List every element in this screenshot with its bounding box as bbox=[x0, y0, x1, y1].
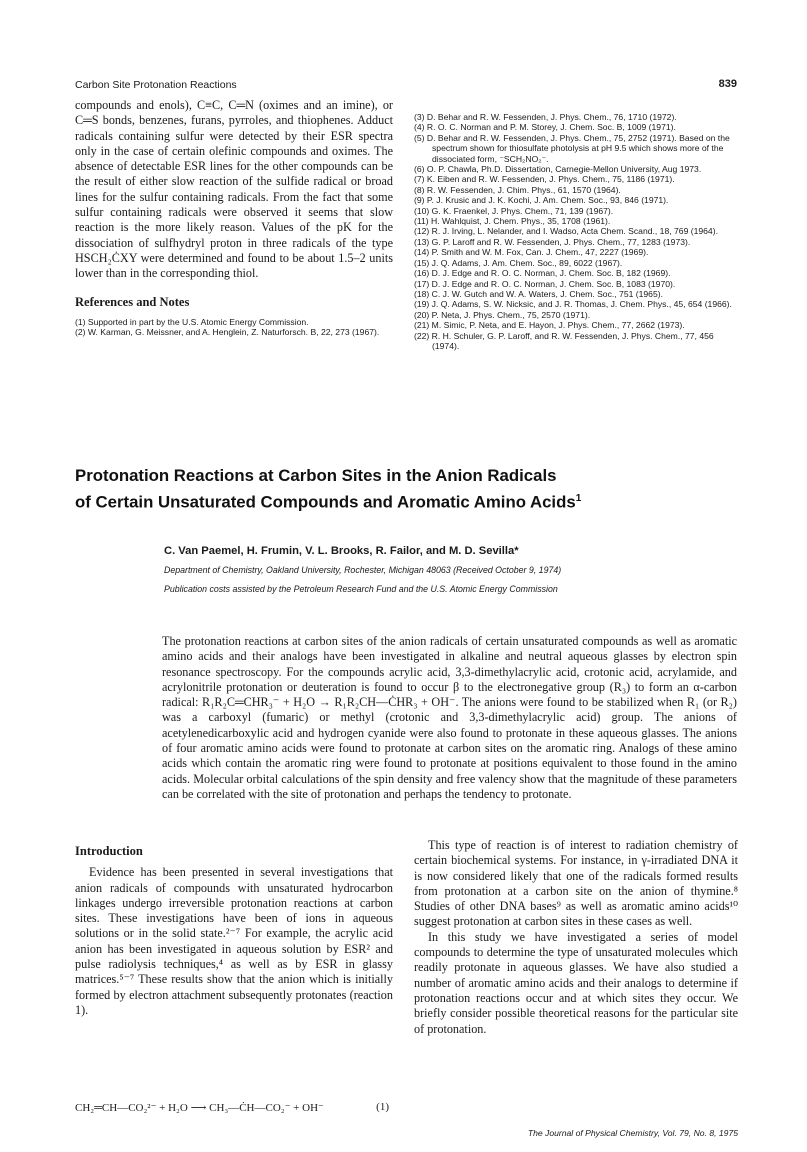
reference-item: (22) R. H. Schuler, G. P. Laroff, and R. W. Fessenden, J. Phys. Chem., 77, 456 (1974). bbox=[414, 330, 714, 351]
reference-item: (11) H. Wahlquist, J. Chem. Phys., 35, 1708 (1961). bbox=[414, 216, 611, 227]
section-heading-introduction: Introduction bbox=[75, 844, 143, 858]
reference-item: (2) W. Karman, G. Meissner, and A. Henglein, Z. Naturforsch. B, 22, 273 (1967). bbox=[75, 327, 380, 338]
reference-item: (12) R. J. Irving, L. Nelander, and I. Wadso, Acta Chem. Scand., 18, 769 (1964). bbox=[414, 226, 718, 237]
authors: C. Van Paemel, H. Frumin, V. L. Brooks, R. Failor, and M. D. Sevilla* bbox=[164, 545, 519, 557]
title-line bbox=[75, 488, 755, 514]
publication-costs-note: Publication costs assisted by the Petroleum Research Fund and the U.S. Atomic Energy Commission bbox=[164, 584, 558, 594]
references-list-right bbox=[414, 112, 740, 351]
reference-item: (20) P. Neta, J. Phys. Chem., 75, 2570 (1971). bbox=[414, 309, 591, 320]
right-column-bottom bbox=[414, 838, 738, 1037]
reference-item: (14) P. Smith and W. M. Fox, Can. J. Chem., 47, 2227 (1969). bbox=[414, 247, 649, 258]
reference-item: (3) D. Behar and R. W. Fessenden, J. Phys. Chem., 76, 1710 (1972). bbox=[414, 112, 677, 122]
body-paragraph: Evidence has been presented in several investigations that anion radicals of compounds with unsaturated hydrocarbon linkages undergo irreversible protonation reactions at carbon sites. These investigations have been of ions in aqueous solutions or in the solid state.²⁻⁷ For example, the acrylic acid anion has been investigated in aqueous solution by ESR² and pulse radiolysis techniques,⁴ as well as by ESR in glassy matrices.⁵⁻⁷ These results show that the anion which is initially formed by electron attachment subsequently protonates (reaction 1). bbox=[75, 865, 393, 1017]
reference-item: (13) G. P. Laroff and R. W. Fessenden, J. Phys. Chem., 77, 1283 (1973). bbox=[414, 236, 691, 247]
abstract: The protonation reactions at carbon sites of the anion radicals of certain unsaturated compounds as well as aromatic amino acids and their analogs have been investigated in alkaline and neutral aqueous glasses by electron spin resonance spectroscopy. For the compounds acrylic acid, 3,3-dimethylacrylic acid, crotonic acid, acrylamide, and acrylonitrile protonation or deuteration is found to occur β to the electronegative group (R₃) to form an α-carbon radical: R₁R₂C═CHR₃⁻ + H₂O → R₁R₂CH—ĊHR₃ + OH⁻. The anions were found to be stabilized when R₁ (or R₂) was a carboxyl (fumaric) or methyl (crotonic and 3,3-dimethylacrylic acid) group. The anions of acetylenedicarboxylic acid and hydrogen cyanide were also found to protonate in these aqueous glasses. The anions of four aromatic amino acids were found to protonate at carbon sites on the aromatic ring. Analogs of these amino acids which contain the aromatic ring were found to protonate at positions equivalent to those found in the amino acids. Molecular orbital calculations of the spin density and free valency show that the magnitude of these parameters can be correlated with the site of protonation and perhaps the tendency to protonate. bbox=[162, 634, 737, 801]
references-heading: References and Notes bbox=[75, 294, 190, 309]
page-number: 839 bbox=[718, 78, 737, 90]
body-paragraph: In this study we have investigated a series of model compounds to determine the type of unsaturated molecules which readily protonate in aqueous glasses. We have also studied a number of aromatic amino acids and their analogs to determine if protonation reactions occur and at which sites they occur. We briefly consider possible theoretical reasons for the particular site of protonation. bbox=[414, 929, 738, 1036]
reference-item: (7) K. Eiben and R. W. Fessenden, J. Phys. Chem., 75, 1186 (1971). bbox=[414, 174, 675, 185]
reference-item: (16) D. J. Edge and R. O. C. Norman, J. Chem. Soc. B, 182 (1969). bbox=[414, 268, 671, 279]
right-column-top bbox=[414, 112, 740, 351]
article-title bbox=[75, 465, 755, 514]
reference-item: (17) D. J. Edge and R. O. C. Norman, J. Chem. Soc. B, 1083 (1970). bbox=[414, 278, 676, 289]
left-column-top bbox=[75, 98, 393, 338]
reference-item: (6) O. P. Chawla, Ph.D. Dissertation, Carnegie-Mellon University, Aug 1973. bbox=[414, 164, 702, 175]
body-paragraph: This type of reaction is of interest to radiation chemistry of certain biochemical systems. For instance, in γ-irradiated DNA it is now considered likely that one of the radicals formed results from protonation at a carbon site on the anion of thymine.⁸ Studies of other DNA bases⁹ as well as aromatic amino acids¹⁰ suggest protonation at carbon sites in these cases as well. bbox=[414, 838, 738, 929]
running-head: Carbon Site Protonation Reactions bbox=[75, 79, 237, 91]
reference-item: (5) D. Behar and R. W. Fessenden, J. Phys. Chem., 75, 2752 (1971). Based on the spectrum shown for thiosulfate photolysis at pH 9.5 which shows more of the dissociated form, ⁻SCH₂NO₂⁻. bbox=[414, 132, 730, 164]
reference-item: (15) J. Q. Adams, J. Am. Chem. Soc., 89, 6022 (1967). bbox=[414, 257, 623, 268]
reference-item: (9) P. J. Krusic and J. K. Kochi, J. Am. Chem. Soc., 93, 846 (1971). bbox=[414, 195, 669, 206]
journal-footer: The Journal of Physical Chemistry, Vol. 79, No. 8, 1975 bbox=[527, 1128, 738, 1138]
equation-number: (1) bbox=[376, 1101, 389, 1113]
equation-text: CH₂═CH—CO₂²⁻ + H₂O ⟶ CH₃—ĊH—CO₂⁻ + OH⁻ bbox=[75, 1102, 324, 1114]
left-column-bottom bbox=[75, 844, 393, 1018]
affiliation: Department of Chemistry, Oakland University, Rochester, Michigan 48063 (Received October 9, 1974) bbox=[164, 565, 562, 575]
body-paragraph: compounds and enols), C≡C, C═N (oximes and an imine), or C═S bonds, benzenes, furans, pyrroles, and thiophenes. Adduct radicals containing sulfur were detected by their ESR spectra only in the case of certain olefinic compounds and oximes. The absence of detectable ESR lines for the other compounds can be the result of either slow reaction of the sulfide radical or broad lines for the sulfur containing radicals. From the fact that some sulfur containing radicals were observed it seems that slow reaction is the more likely reason. Values of the pK for the dissociation of sulfhydryl proton in three radicals of the type HSCH₂ĊXY were determined and found to be about 1.5–2 units lower than in the corresponding thiol. bbox=[75, 98, 393, 281]
reference-item: (4) R. O. C. Norman and P. M. Storey, J. Chem. Soc. B, 1009 (1971). bbox=[414, 122, 676, 133]
equation-1 bbox=[75, 1101, 395, 1114]
title-footnote-marker: 1 bbox=[575, 492, 582, 504]
reference-item: (10) G. K. Fraenkel, J. Phys. Chem., 71, 139 (1967). bbox=[414, 205, 614, 216]
reference-item: (18) C. J. W. Gutch and W. A. Waters, J. Chem. Soc., 751 (1965). bbox=[414, 288, 663, 299]
reference-item: (19) J. Q. Adams, S. W. Nicksic, and J. R. Thomas, J. Chem. Phys., 45, 654 (1966). bbox=[414, 299, 732, 310]
reference-item: (8) R. W. Fessenden, J. Chim. Phys., 61, 1570 (1964). bbox=[414, 184, 621, 195]
references-list-left bbox=[75, 317, 393, 338]
reference-item: (1) Supported in part by the U.S. Atomic Energy Commission. bbox=[75, 316, 309, 327]
title-line: Protonation Reactions at Carbon Sites in the Anion Radicals bbox=[75, 466, 557, 485]
title-line-text: of Certain Unsaturated Compounds and Aromatic Amino Acids bbox=[75, 492, 576, 512]
reference-item: (21) M. Simic, P. Neta, and E. Hayon, J. Phys. Chem., 77, 2662 (1973). bbox=[414, 320, 685, 331]
